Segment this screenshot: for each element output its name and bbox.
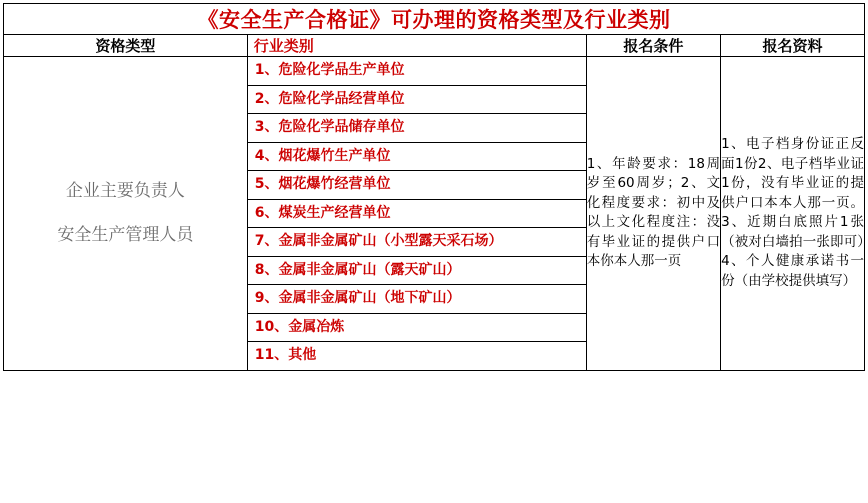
table-header-row (4, 35, 865, 57)
industry-item-2: 2、危险化学品经营单位 (248, 85, 586, 114)
industry-item-7: 7、金属非金属矿山（小型露天采石场） (248, 228, 586, 257)
list-item (248, 199, 586, 228)
qualification-type-item-1: 企业主要负责人 (65, 181, 185, 202)
list-item (248, 142, 586, 171)
registration-documents-text: 1、电子档身份证正反面1份2、电子档毕业证1份，没有毕业证的提供户口本本人那一页。3、近期白底照片1张（被对白墙拍一张即可）4、个人健康承诺书一份（由学校提供填写） (721, 136, 864, 289)
industry-item-1: 1、危险化学品生产单位 (248, 57, 586, 85)
industry-item-9: 9、金属非金属矿山（地下矿山） (248, 285, 586, 314)
industry-category-list (248, 57, 586, 370)
document-title-cell (4, 4, 865, 35)
registration-conditions-text: 1、年龄要求：18周岁至60周岁；2、文化程度要求：初中及以上文化程度注：没有毕业证的提供户口本你本人那一页 (586, 155, 721, 270)
header-registration-conditions: 报名条件 (586, 35, 720, 57)
industry-item-8: 8、金属非金属矿山（露天矿山） (248, 256, 586, 285)
document-page (0, 3, 868, 503)
qualification-type-cell (4, 57, 248, 371)
header-registration-documents: 报名资料 (721, 35, 865, 57)
industry-item-11: 11、其他 (248, 342, 586, 370)
industry-item-5: 5、烟花爆竹经营单位 (248, 171, 586, 200)
list-item (248, 256, 586, 285)
list-item (248, 342, 586, 370)
list-item (248, 85, 586, 114)
list-item (248, 114, 586, 143)
registration-conditions-cell (586, 57, 720, 371)
header-qualification-type: 资格类型 (4, 35, 248, 57)
industry-item-10: 10、金属冶炼 (248, 313, 586, 342)
registration-documents-cell (721, 57, 865, 371)
table-body-row (4, 57, 865, 371)
industry-item-3: 3、危险化学品储存单位 (248, 114, 586, 143)
document-title: 《安全生产合格证》可办理的资格类型及行业类别 (197, 7, 671, 32)
list-item (248, 57, 586, 85)
qualification-type-item-2: 安全生产管理人员 (57, 225, 194, 246)
table-title-row (4, 4, 865, 35)
industry-category-cell (247, 57, 586, 371)
qualification-table (3, 3, 865, 371)
list-item (248, 313, 586, 342)
industry-item-4: 4、烟花爆竹生产单位 (248, 142, 586, 171)
list-item (248, 228, 586, 257)
industry-item-6: 6、煤炭生产经营单位 (248, 199, 586, 228)
header-industry-category: 行业类别 (247, 35, 586, 57)
list-item (248, 171, 586, 200)
list-item (248, 285, 586, 314)
